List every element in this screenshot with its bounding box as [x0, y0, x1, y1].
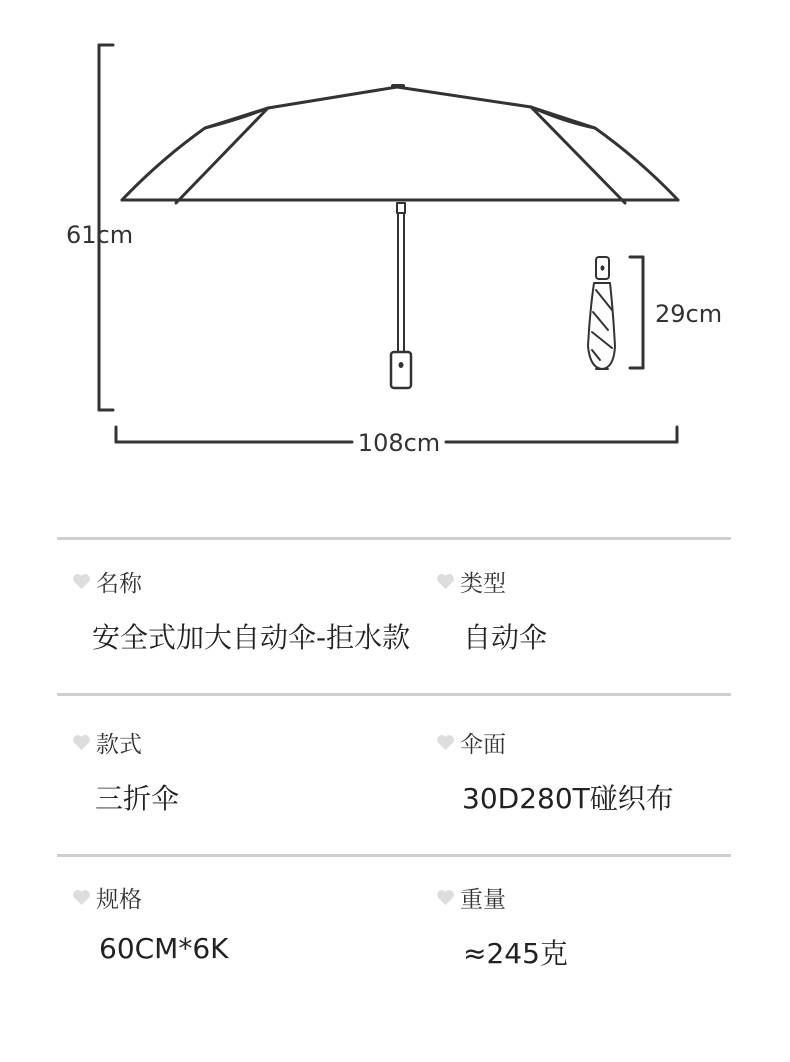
heart-icon — [72, 573, 91, 590]
spec-value: 30D280T碰织布 — [462, 782, 674, 815]
folded-height-bracket — [630, 257, 643, 368]
spec-label: 款式 — [96, 732, 142, 758]
umbrella-open-illustration — [122, 86, 678, 388]
heart-icon — [72, 889, 91, 906]
spec-value: 安全式加大自动伞-拒水款 — [92, 621, 411, 654]
spec-label: 重量 — [460, 887, 506, 913]
spec-type — [436, 565, 547, 656]
spec-size — [72, 881, 229, 965]
separator-line — [57, 537, 731, 540]
spec-weight — [436, 881, 568, 972]
spec-label: 类型 — [460, 571, 506, 597]
umbrella-folded-illustration — [588, 257, 615, 369]
heart-icon — [436, 889, 455, 906]
heart-icon — [72, 734, 91, 751]
spec-label: 伞面 — [460, 732, 506, 758]
heart-icon — [436, 573, 455, 590]
heart-icon — [436, 734, 455, 751]
spec-name — [72, 565, 410, 656]
spec-value: 三折伞 — [95, 782, 180, 815]
spec-canopy — [436, 726, 674, 817]
spec-value: 60CM*6K — [99, 932, 229, 965]
separator-line — [57, 854, 731, 857]
spec-value: ≈245克 — [463, 937, 568, 970]
spec-label: 名称 — [96, 571, 142, 597]
spec-value: 自动伞 — [463, 621, 548, 654]
folded-height-label: 29cm — [655, 300, 723, 328]
height-label: 61cm — [66, 221, 134, 249]
spec-label: 规格 — [96, 887, 142, 913]
width-label: 108cm — [357, 429, 441, 457]
spec-style — [72, 726, 179, 817]
umbrella-dimension-diagram — [0, 0, 790, 470]
separator-line — [57, 693, 731, 696]
